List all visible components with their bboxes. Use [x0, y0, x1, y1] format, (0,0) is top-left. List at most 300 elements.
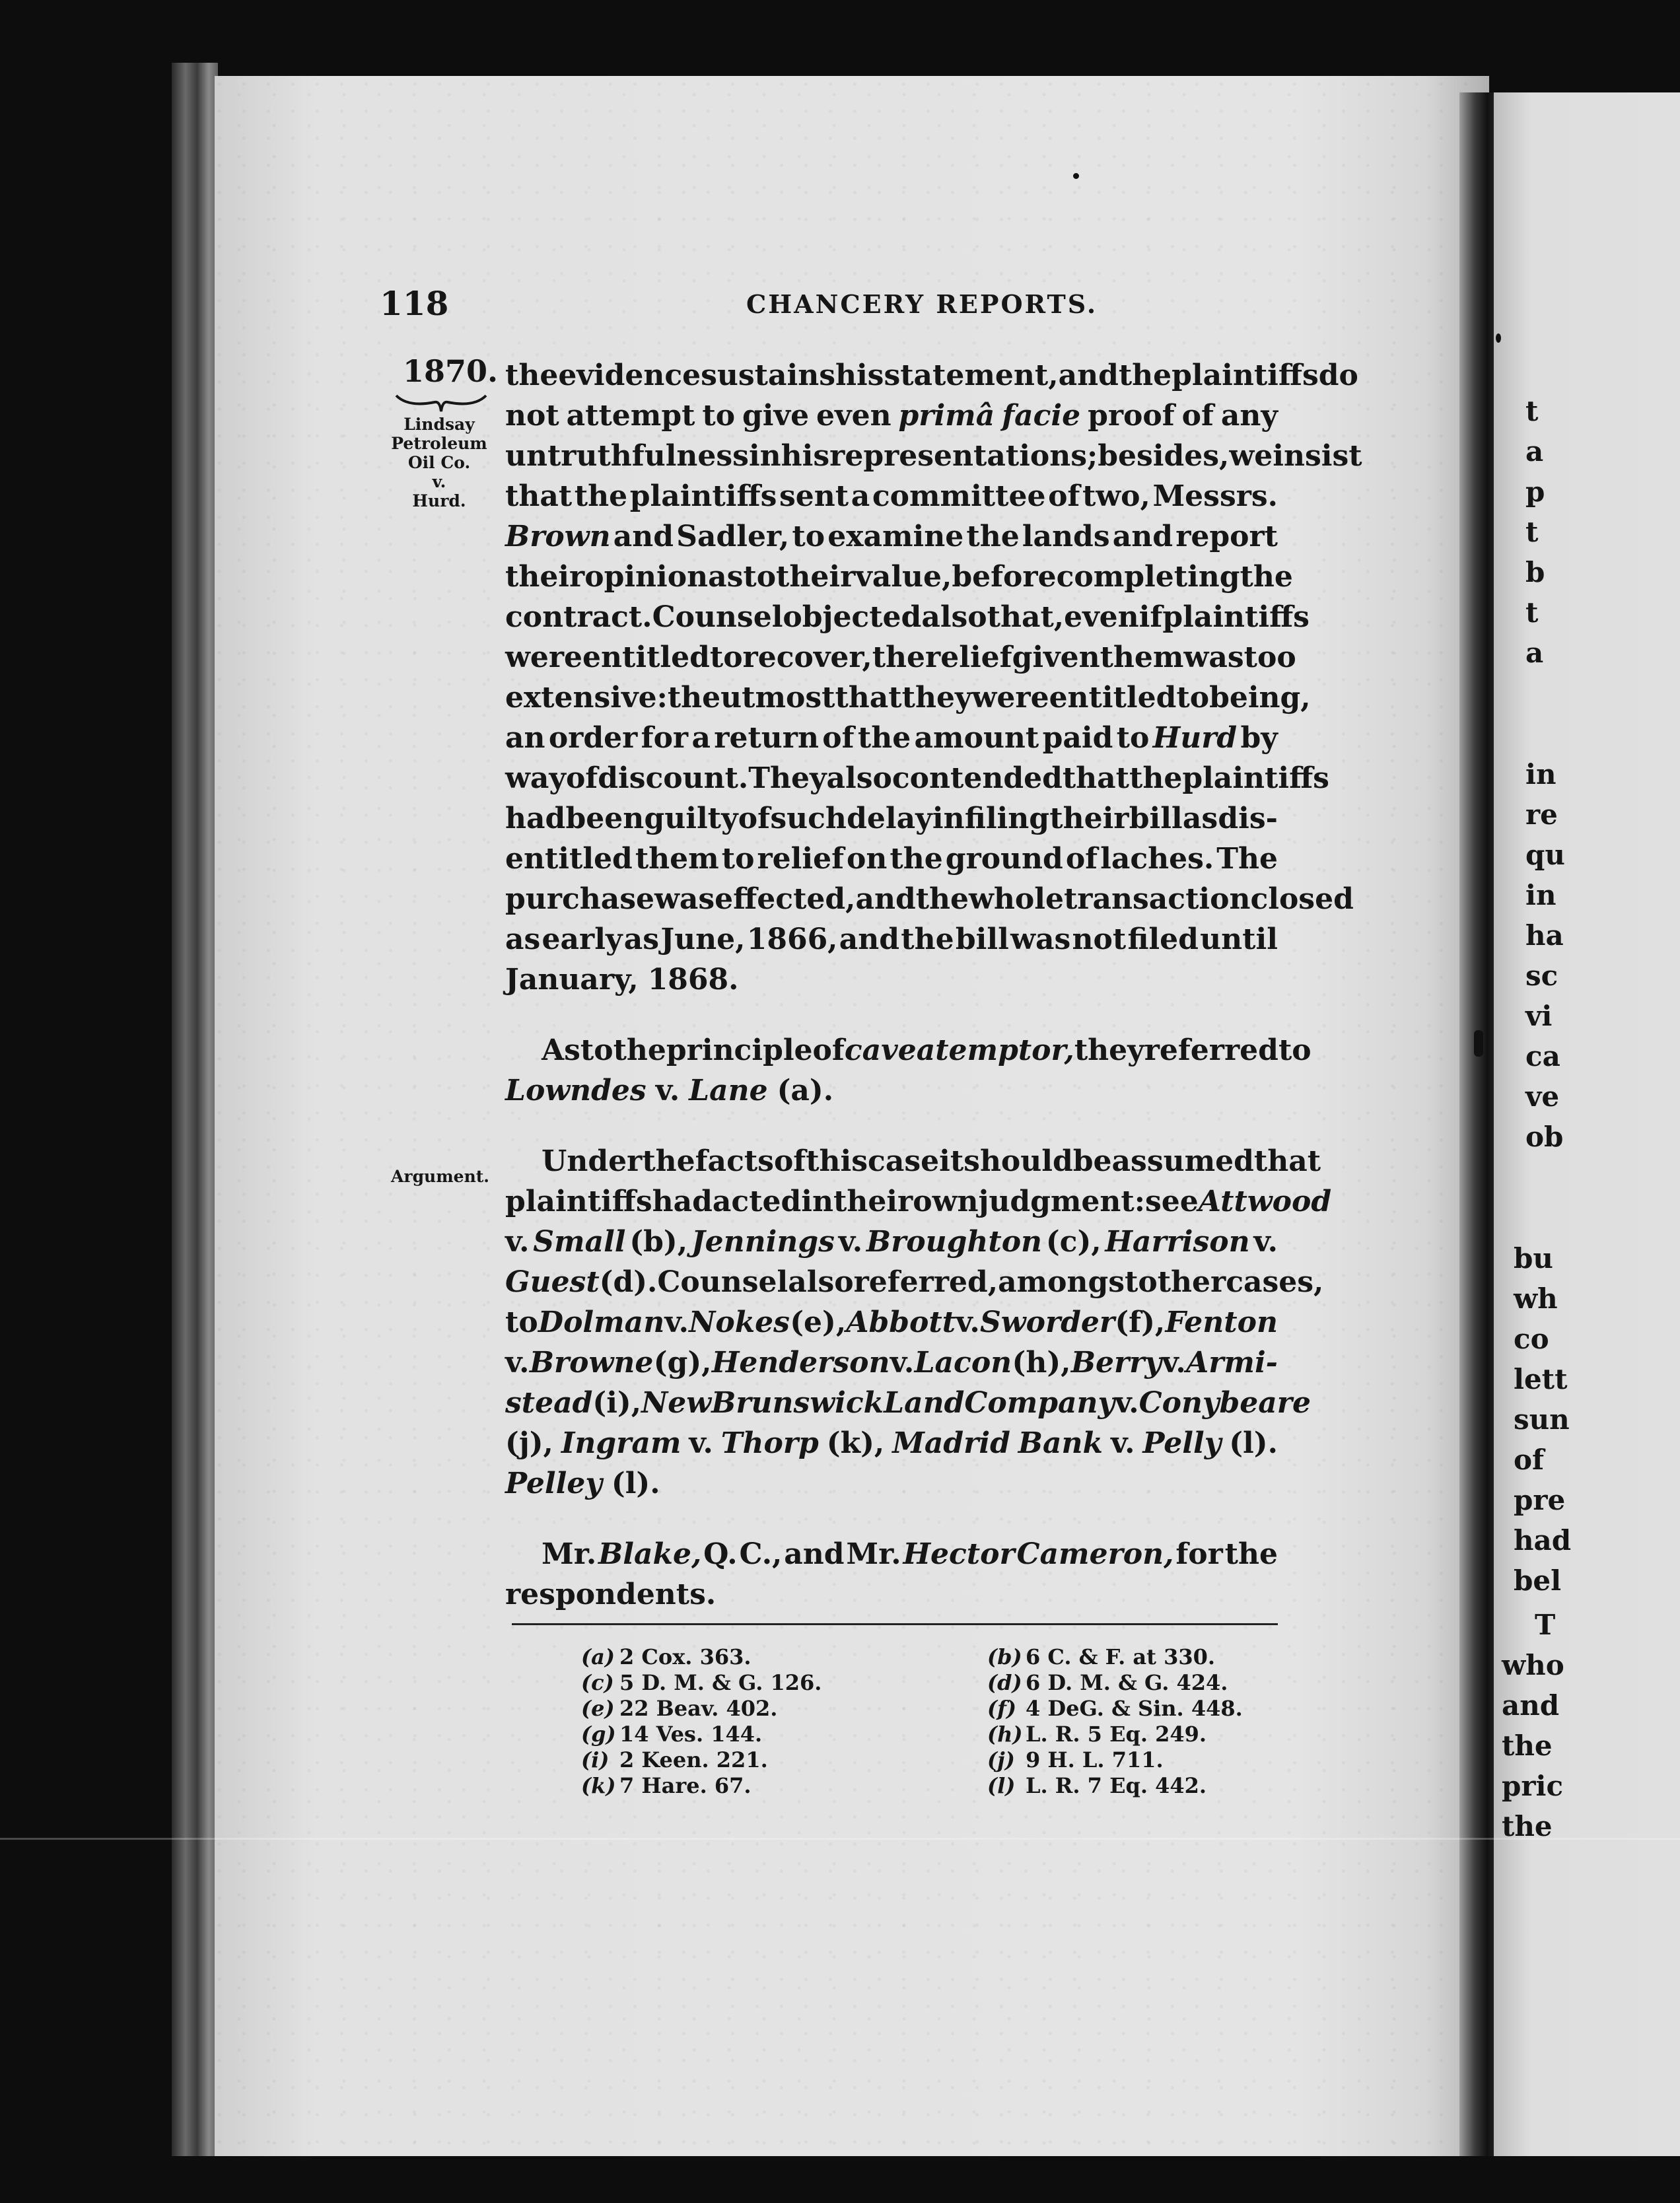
- word: As: [542, 1033, 580, 1067]
- word: Land: [884, 1386, 965, 1420]
- word: they: [1074, 1033, 1144, 1067]
- word: (j),: [505, 1426, 553, 1460]
- word: his: [835, 359, 884, 392]
- footnote: [581, 1773, 822, 1799]
- word: statement,: [884, 359, 1059, 392]
- word: of: [773, 1144, 806, 1178]
- word: the: [505, 359, 559, 392]
- word: of: [822, 721, 855, 755]
- word: entitled: [582, 641, 710, 674]
- word: relief: [925, 641, 1012, 674]
- word: Brunswick: [711, 1386, 884, 1420]
- word: as: [623, 923, 660, 956]
- word: opinion: [584, 560, 709, 594]
- word: (c),: [1045, 1225, 1102, 1259]
- word: Lowndes: [505, 1074, 647, 1107]
- word: they: [901, 681, 972, 715]
- word: ground: [945, 842, 1063, 876]
- word: that: [1062, 761, 1130, 795]
- word: lands: [1022, 520, 1110, 553]
- word: v.: [505, 1225, 530, 1259]
- word: Ingram: [561, 1426, 682, 1460]
- footnote-ref: L. R. 7 Eq. 442.: [1026, 1773, 1207, 1798]
- word: Nokes: [689, 1306, 790, 1339]
- word: Berry: [1070, 1346, 1162, 1380]
- text-line: [505, 1534, 1278, 1574]
- text-line: [505, 1222, 1278, 1262]
- fragment: who: [1502, 1649, 1564, 1681]
- word: the: [1224, 1537, 1278, 1571]
- footnote-key: (f): [987, 1696, 1017, 1721]
- word: Hector: [903, 1537, 1015, 1571]
- word: respondents.: [505, 1578, 717, 1611]
- fragment: pric: [1502, 1770, 1564, 1802]
- word: were: [971, 681, 1049, 715]
- word: Fenton: [1165, 1306, 1278, 1339]
- fragment: ca: [1525, 1040, 1560, 1072]
- word: and: [784, 1537, 845, 1571]
- fragment: re: [1525, 798, 1558, 831]
- word: judgment: [978, 1185, 1135, 1218]
- fragment: the: [1502, 1730, 1553, 1762]
- word: transaction: [1063, 882, 1251, 916]
- fragment: bel: [1514, 1564, 1562, 1597]
- word: Counsel: [652, 600, 783, 634]
- word: order: [548, 721, 638, 755]
- footnote-ref: 7 Hare. 67.: [619, 1773, 752, 1798]
- word: on: [847, 842, 888, 876]
- word: filing: [964, 802, 1050, 835]
- footnote-rule: [512, 1623, 1278, 1625]
- text-line: [505, 798, 1278, 839]
- word: the: [966, 520, 1020, 553]
- text-line: [505, 1343, 1278, 1383]
- word: the: [1240, 560, 1293, 594]
- word: Thorp: [720, 1426, 819, 1460]
- text-line: [505, 476, 1278, 516]
- word: Abbott: [846, 1306, 956, 1339]
- word: to: [702, 399, 736, 433]
- word: that,: [987, 600, 1065, 634]
- speck: [1496, 333, 1501, 343]
- word: besides,: [1098, 439, 1230, 473]
- word: two,: [1082, 479, 1150, 513]
- word: referred,: [853, 1265, 998, 1299]
- word: Hurd: [1152, 721, 1238, 755]
- word: (a).: [777, 1074, 834, 1107]
- word: the: [872, 641, 926, 674]
- word: (d).: [599, 1265, 658, 1299]
- word: examine: [827, 520, 964, 553]
- word: to: [709, 641, 743, 674]
- fragment: qu: [1525, 839, 1565, 871]
- word: Messrs.: [1152, 479, 1278, 513]
- word: Lane: [689, 1074, 768, 1107]
- word: and: [839, 923, 900, 956]
- word: Jennings: [691, 1225, 835, 1259]
- footnote: [581, 1670, 822, 1696]
- fragment: a: [1525, 435, 1544, 468]
- word: Cameron,: [1016, 1537, 1174, 1571]
- word: Blake,: [598, 1537, 702, 1571]
- word: Counsel: [657, 1265, 788, 1299]
- word: his: [781, 439, 830, 473]
- word: and: [855, 882, 916, 916]
- word: primâ: [898, 399, 995, 433]
- word: we: [1229, 439, 1273, 473]
- word: v.: [1110, 1426, 1135, 1460]
- word: their: [776, 560, 856, 594]
- fragment: p: [1525, 475, 1545, 508]
- word: even: [816, 399, 892, 433]
- word: do: [1318, 359, 1358, 392]
- text-line: [505, 1141, 1321, 1181]
- word: before: [952, 560, 1057, 594]
- text-line: [505, 1383, 1311, 1423]
- text-line: [505, 396, 1278, 436]
- word: also: [826, 761, 892, 795]
- fragment: ha: [1525, 919, 1564, 952]
- margin-case-line: Lindsay: [403, 415, 475, 434]
- word: and: [613, 520, 674, 553]
- footnote-key: (j): [987, 1747, 1015, 1772]
- word: The: [1216, 842, 1278, 876]
- footnote-ref: 14 Ves. 144.: [619, 1722, 763, 1747]
- brace-icon: [395, 393, 487, 413]
- word: for: [641, 721, 689, 755]
- word: Browne: [529, 1346, 654, 1380]
- footnote: [987, 1696, 1243, 1722]
- facing-page: [1494, 92, 1680, 2156]
- margin-case-line: Petroleum: [391, 434, 487, 453]
- word: it: [939, 1144, 964, 1178]
- word: :: [1134, 1185, 1145, 1218]
- word: Attwood: [1198, 1185, 1332, 1218]
- word: Pelly: [1142, 1426, 1222, 1460]
- body-text: [505, 355, 1362, 1615]
- word: to: [505, 1306, 538, 1339]
- word: not: [505, 399, 559, 433]
- fragment: pre: [1514, 1484, 1566, 1516]
- word: v.: [664, 1306, 689, 1339]
- word: not: [1072, 923, 1127, 956]
- word: Mr.: [846, 1537, 901, 1571]
- word: plaintiffs: [629, 479, 777, 513]
- word: relief: [757, 842, 844, 876]
- word: Q.: [703, 1537, 738, 1571]
- fragment: a: [1525, 637, 1544, 669]
- word: the: [613, 1033, 666, 1067]
- page-number: 118: [380, 284, 449, 323]
- text-line: [505, 516, 1278, 557]
- margin-case-line: Oil Co.: [407, 453, 471, 472]
- footnote-key: (a): [581, 1644, 615, 1669]
- word: the: [574, 479, 628, 513]
- text-line: [505, 355, 1358, 396]
- margin-case-line: Hurd.: [412, 491, 466, 510]
- text-line: [505, 718, 1278, 758]
- margin-case-name: [386, 415, 492, 510]
- word: v.: [1162, 1346, 1186, 1380]
- fragment: and: [1502, 1689, 1560, 1722]
- footnote-ref: 9 H. L. 711.: [1026, 1747, 1164, 1772]
- word: extensive: [505, 681, 657, 715]
- word: assumed: [1111, 1144, 1254, 1178]
- text-line: [505, 1070, 1278, 1111]
- word: Small: [533, 1225, 626, 1259]
- word: Sadler,: [676, 520, 790, 553]
- word: cases,: [1226, 1265, 1324, 1299]
- word: as: [505, 923, 541, 956]
- word: committee: [872, 479, 1046, 513]
- word: v.: [689, 1426, 713, 1460]
- word: v.: [1253, 1225, 1278, 1259]
- word: contract.: [505, 600, 652, 634]
- fragment: ve: [1525, 1080, 1560, 1113]
- footnotes-left: [581, 1644, 822, 1799]
- word: in: [801, 1185, 833, 1218]
- word: been: [565, 802, 645, 835]
- word: also: [788, 1265, 854, 1299]
- word: January,: [505, 963, 639, 997]
- word: Pelley: [505, 1467, 602, 1500]
- word: facie: [1002, 399, 1081, 433]
- word: to: [1116, 721, 1150, 755]
- speck: [1474, 1030, 1483, 1057]
- word: (h),: [1012, 1346, 1071, 1380]
- word: (b),: [629, 1225, 688, 1259]
- word: had: [652, 1185, 713, 1218]
- word: C.,: [739, 1537, 783, 1571]
- fragment: wh: [1514, 1282, 1558, 1315]
- word: that: [505, 479, 573, 513]
- word: utmost: [720, 681, 835, 715]
- word: value,: [855, 560, 952, 594]
- word: to: [792, 520, 825, 553]
- word: sustains: [701, 359, 835, 392]
- margin-argument-label: Argument.: [391, 1167, 490, 1186]
- word: the: [901, 923, 954, 956]
- word: acted: [712, 1185, 802, 1218]
- word: paid: [1042, 721, 1113, 755]
- word: and: [1112, 520, 1173, 553]
- word: Under: [542, 1144, 643, 1178]
- footnote-ref: 22 Beav. 402.: [619, 1696, 778, 1721]
- word: of: [738, 802, 771, 835]
- word: of: [812, 1033, 845, 1067]
- word: Bank: [1018, 1426, 1103, 1460]
- word: 1866,: [746, 923, 838, 956]
- word: if: [1138, 600, 1163, 634]
- word: the: [667, 681, 721, 715]
- footnote-key: (g): [581, 1722, 616, 1747]
- word: their: [1049, 802, 1129, 835]
- footnote-key: (d): [987, 1670, 1022, 1695]
- word: purchase: [505, 882, 654, 916]
- word: filed: [1127, 923, 1199, 956]
- word: dis-: [1218, 802, 1278, 835]
- margin-case-line: v.: [432, 472, 446, 491]
- fragment: lett: [1514, 1363, 1568, 1395]
- fragment: bu: [1514, 1242, 1553, 1275]
- word: being,: [1209, 681, 1311, 715]
- word: plaintiffs: [505, 1185, 652, 1218]
- word: plaintiffs: [1182, 761, 1329, 795]
- word: Armi-: [1186, 1346, 1278, 1380]
- footnote-ref: 2 Cox. 363.: [619, 1644, 752, 1669]
- word: objected: [783, 600, 922, 634]
- word: guilty: [644, 802, 738, 835]
- word: to: [1176, 681, 1210, 715]
- fragment: sun: [1514, 1403, 1570, 1436]
- word: plaintiffs: [1172, 359, 1319, 392]
- word: give: [742, 399, 810, 433]
- word: discount.: [598, 761, 749, 795]
- fragment: vi: [1525, 1000, 1553, 1032]
- word: for: [1175, 1537, 1223, 1571]
- word: Harrison: [1105, 1225, 1250, 1259]
- footnote: [987, 1722, 1243, 1747]
- word: ;: [1087, 439, 1098, 473]
- word: v.: [655, 1074, 680, 1107]
- word: plaintiffs: [1162, 600, 1310, 634]
- word: an: [505, 721, 545, 755]
- text-line: [505, 678, 1311, 718]
- word: until: [1200, 923, 1278, 956]
- word: Company: [964, 1386, 1115, 1420]
- word: was: [1183, 641, 1244, 674]
- text-line: [505, 597, 1310, 637]
- footnote: [581, 1722, 822, 1747]
- text-line: [505, 1302, 1278, 1343]
- word: was: [1010, 923, 1071, 956]
- word: principle: [666, 1033, 813, 1067]
- word: of: [565, 761, 598, 795]
- word: of: [1065, 842, 1098, 876]
- word: delay: [847, 802, 932, 835]
- word: their: [833, 1185, 913, 1218]
- fragment: had: [1514, 1524, 1572, 1556]
- word: in: [932, 802, 965, 835]
- word: this: [806, 1144, 868, 1178]
- footnote-key: (c): [581, 1670, 614, 1695]
- word: report: [1175, 520, 1278, 553]
- word: representations: [829, 439, 1088, 473]
- fragment: sc: [1525, 960, 1558, 992]
- footnote-ref: L. R. 5 Eq. 249.: [1026, 1722, 1207, 1747]
- word: (f),: [1115, 1306, 1166, 1339]
- fragment: ob: [1525, 1121, 1564, 1153]
- text-line: [505, 1423, 1278, 1463]
- book-gutter: [1459, 92, 1499, 2156]
- footnote-key: (l): [987, 1773, 1016, 1798]
- footnote-ref: 5 D. M. & G. 126.: [619, 1670, 822, 1695]
- footnote-ref: 2 Keen. 221.: [619, 1747, 768, 1772]
- word: a: [851, 479, 870, 513]
- word: bill: [955, 923, 1009, 956]
- word: :: [656, 681, 668, 715]
- word: any: [1220, 399, 1278, 433]
- fragment: of: [1514, 1444, 1545, 1476]
- word: sent: [779, 479, 849, 513]
- word: other: [1138, 1265, 1226, 1299]
- word: bill: [1129, 802, 1183, 835]
- footnote: [987, 1670, 1243, 1696]
- footnote: [987, 1644, 1243, 1670]
- word: completing: [1056, 560, 1240, 594]
- word: to: [743, 560, 777, 594]
- fragment: in: [1525, 758, 1557, 790]
- speck: [1073, 173, 1079, 179]
- word: them: [1100, 641, 1184, 674]
- footnote-key: (i): [581, 1747, 610, 1772]
- word: effected,: [715, 882, 856, 916]
- word: stead: [505, 1386, 593, 1420]
- word: by: [1240, 721, 1278, 755]
- word: entitled: [1049, 681, 1177, 715]
- text-line: [505, 1463, 1278, 1504]
- word: even: [1064, 600, 1139, 634]
- fragment: t: [1525, 395, 1539, 427]
- word: insist: [1273, 439, 1362, 473]
- word: of: [1181, 399, 1214, 433]
- fragment: in: [1525, 879, 1557, 911]
- text-line: [505, 1181, 1332, 1222]
- footnotes-right: [987, 1644, 1243, 1799]
- word: (i),: [592, 1386, 642, 1420]
- word: v.: [890, 1346, 915, 1380]
- footnote-key: (e): [581, 1696, 615, 1721]
- word: untruthfulness: [505, 439, 749, 473]
- word: (l).: [1229, 1426, 1278, 1460]
- word: contended: [892, 761, 1063, 795]
- text-line: [505, 758, 1329, 798]
- word: was: [654, 882, 715, 916]
- word: amount: [914, 721, 1039, 755]
- word: should: [963, 1144, 1073, 1178]
- word: June,: [660, 923, 746, 956]
- word: evidence: [558, 359, 701, 392]
- footnote-key: (b): [987, 1644, 1022, 1669]
- word: recover,: [742, 641, 872, 674]
- word: case: [868, 1144, 940, 1178]
- word: entitled: [505, 842, 633, 876]
- word: v.: [1115, 1386, 1139, 1420]
- book-edge: [172, 63, 218, 2156]
- running-title: CHANCERY REPORTS.: [746, 289, 1098, 319]
- word: closed: [1250, 882, 1354, 916]
- text-line: [505, 1574, 1278, 1615]
- word: (e),: [790, 1306, 847, 1339]
- word: that: [835, 681, 902, 715]
- fragment: t: [1525, 596, 1539, 629]
- word: attempt: [566, 399, 695, 433]
- word: emptor,: [948, 1033, 1074, 1067]
- word: as: [1182, 802, 1218, 835]
- word: referred: [1144, 1033, 1278, 1067]
- word: were: [505, 641, 583, 674]
- word: 1868.: [647, 963, 739, 997]
- text-line: [505, 839, 1278, 879]
- word: v.: [505, 1346, 530, 1380]
- word: caveat: [844, 1033, 949, 1067]
- footnote: [987, 1747, 1243, 1773]
- word: New: [641, 1386, 712, 1420]
- word: (l).: [611, 1467, 660, 1500]
- footnote-ref: 6 D. M. & G. 424.: [1026, 1670, 1228, 1695]
- word: Henderson: [711, 1346, 890, 1380]
- word: Brown: [505, 520, 611, 553]
